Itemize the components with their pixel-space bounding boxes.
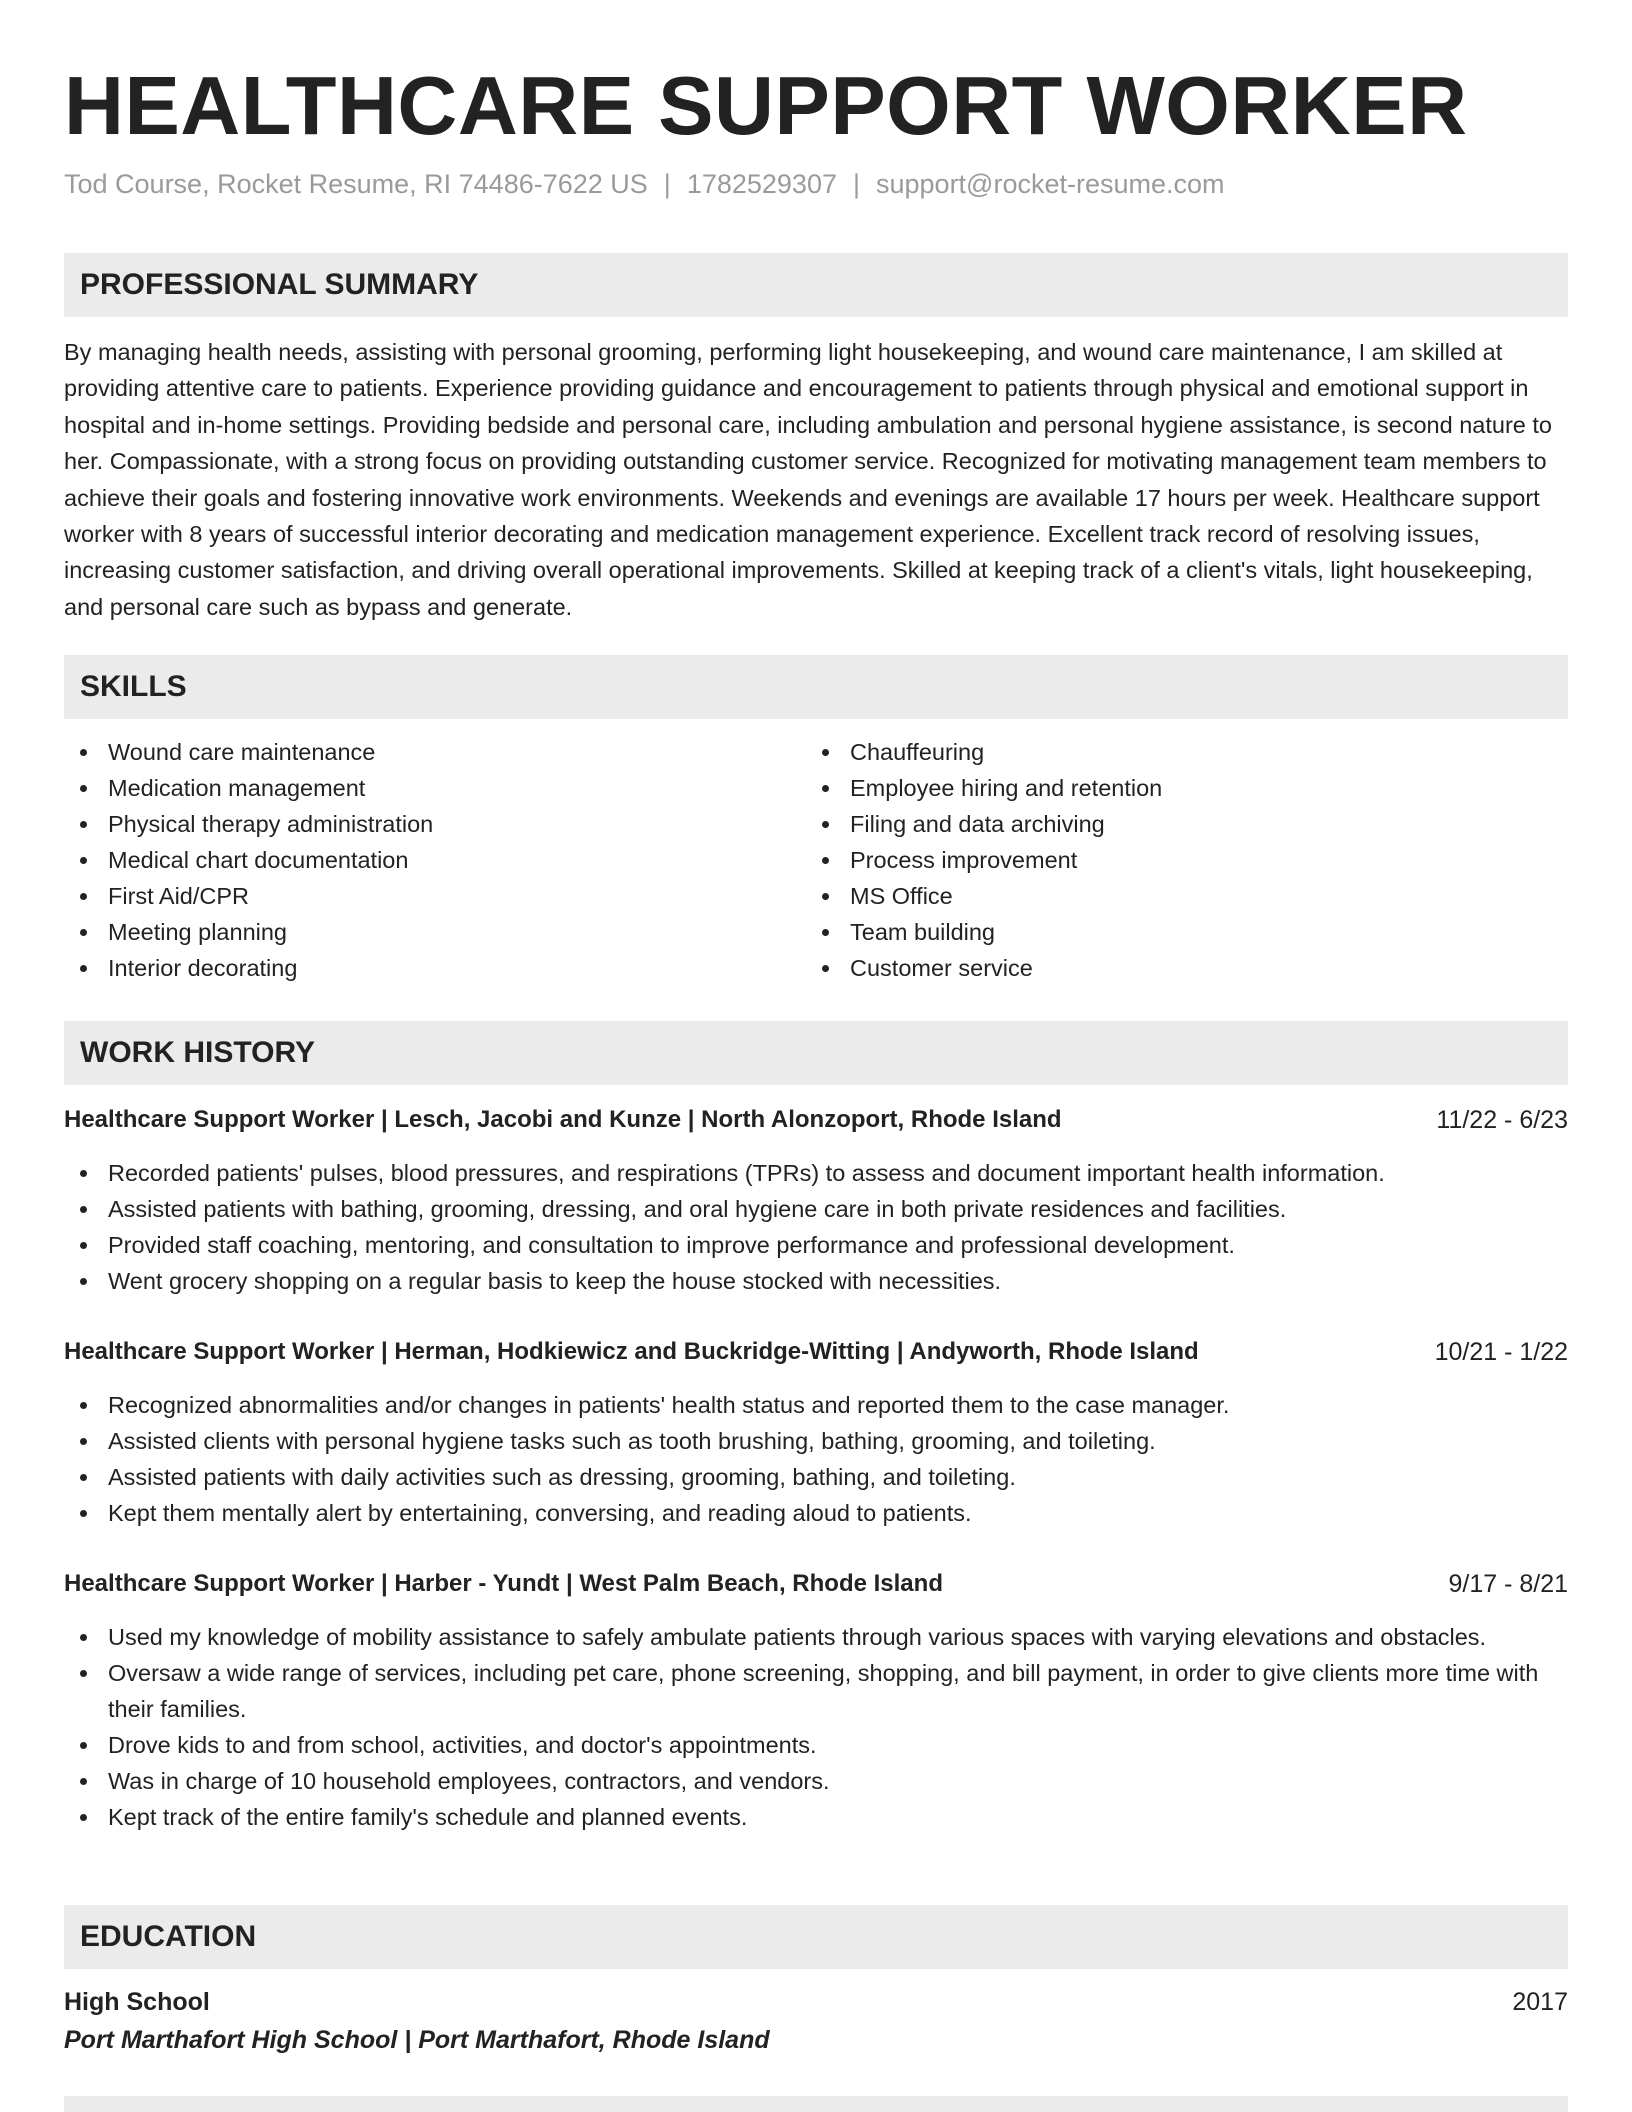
skill-item: MS Office	[806, 878, 1526, 914]
job-bullet: Oversaw a wide range of services, including pet care, phone screening, shopping, and bill payment, in order to give clients more time with their families.	[64, 1655, 1568, 1727]
job-header	[64, 1566, 1568, 1602]
skill-item: First Aid/CPR	[64, 878, 784, 914]
job-bullet: Used my knowledge of mobility assistance to safely ambulate patients through various spaces with varying elevations and obstacles.	[64, 1619, 1568, 1655]
job-header	[64, 1334, 1568, 1370]
skill-item: Wound care maintenance	[64, 734, 784, 770]
job-bullet: Recognized abnormalities and/or changes in patients' health status and reported them to the case manager.	[64, 1387, 1568, 1423]
skills-list-right	[806, 734, 1526, 986]
job-bullet: Provided staff coaching, mentoring, and consultation to improve performance and professional development.	[64, 1227, 1568, 1263]
skill-item: Filing and data archiving	[806, 806, 1526, 842]
job-bullet: Assisted patients with daily activities such as dressing, grooming, bathing, and toileting.	[64, 1459, 1568, 1495]
job-bullet: Recorded patients' pulses, blood pressures, and respirations (TPRs) to assess and document important health information.	[64, 1155, 1568, 1191]
summary-text: By managing health needs, assisting with personal grooming, performing light housekeeping, and wound care maintenance, I am skilled at providing attentive care to patients. Experience providing guidance and encouragement to patients through physical and emotional support in hospital and in-home settings. Providing bedside and personal care, including ambulation and personal hygiene assistance, is second nature to her. Compassionate, with a strong focus on providing outstanding customer service. Recognized for motivating management team members to achieve their goals and fostering innovative work environments. Weekends and evenings are available 17 hours per week. Healthcare support worker with 8 years of successful interior decorating and medication management experience. Excellent track record of resolving issues, increasing customer satisfaction, and driving overall operational improvements. Skilled at keeping track of a client's vitals, light housekeeping, and personal care such as bypass and generate.	[64, 339, 1552, 620]
job-dates: 9/17 - 8/21	[1448, 1570, 1568, 1598]
job-bullet: Assisted patients with bathing, grooming, dressing, and oral hygiene care in both private residences and facilities.	[64, 1191, 1568, 1227]
skill-item: Medication management	[64, 770, 784, 806]
job-bullet: Drove kids to and from school, activities, and doctor's appointments.	[64, 1727, 1568, 1763]
contact-separator: |	[852, 169, 860, 199]
section-heading-work-history: WORK HISTORY	[64, 1021, 1568, 1085]
skill-item: Customer service	[806, 950, 1526, 986]
contact-phone: 1782529307	[686, 169, 837, 199]
contact-line	[64, 166, 1225, 202]
education-year: 2017	[1512, 1988, 1568, 2016]
section-heading-summary: PROFESSIONAL SUMMARY	[64, 253, 1568, 317]
job-dates: 11/22 - 6/23	[1436, 1106, 1568, 1134]
job-header	[64, 1102, 1568, 1138]
education-degree: High School	[64, 1988, 210, 2016]
job-bullets	[64, 1155, 1568, 1299]
job-title: Healthcare Support Worker | Lesch, Jacobi and Kunze | North Alonzoport, Rhode Island	[64, 1106, 1062, 1133]
skill-item: Medical chart documentation	[64, 842, 784, 878]
skill-item: Process improvement	[806, 842, 1526, 878]
skill-item: Interior decorating	[64, 950, 784, 986]
job-bullet: Kept them mentally alert by entertaining, conversing, and reading aloud to patients.	[64, 1495, 1568, 1531]
job-bullet: Kept track of the entire family's schedule and planned events.	[64, 1799, 1568, 1835]
job-bullet: Assisted clients with personal hygiene tasks such as tooth brushing, bathing, grooming, and toileting.	[64, 1423, 1568, 1459]
contact-separator: |	[663, 169, 671, 199]
job-bullets	[64, 1619, 1568, 1835]
contact-email: support@rocket-resume.com	[876, 169, 1225, 199]
next-section-bar	[64, 2096, 1568, 2112]
job-bullet: Went grocery shopping on a regular basis to keep the house stocked with necessities.	[64, 1263, 1568, 1299]
skill-item: Team building	[806, 914, 1526, 950]
resume-title: HEALTHCARE SUPPORT WORKER	[64, 59, 1468, 152]
job-bullet: Was in charge of 10 household employees, contractors, and vendors.	[64, 1763, 1568, 1799]
section-heading-skills: SKILLS	[64, 655, 1568, 719]
job-bullets	[64, 1387, 1568, 1531]
skills-list-left	[64, 734, 784, 986]
skill-item: Employee hiring and retention	[806, 770, 1526, 806]
education-school: Port Marthafort High School | Port Marthafort, Rhode Island	[64, 2026, 770, 2054]
skill-item: Chauffeuring	[806, 734, 1526, 770]
contact-address: Tod Course, Rocket Resume, RI 74486-7622 US	[64, 169, 648, 199]
job-title: Healthcare Support Worker | Herman, Hodkiewicz and Buckridge-Witting | Andyworth, Rhode Island	[64, 1338, 1199, 1365]
job-title: Healthcare Support Worker | Harber - Yundt | West Palm Beach, Rhode Island	[64, 1570, 943, 1597]
skill-item: Meeting planning	[64, 914, 784, 950]
skill-item: Physical therapy administration	[64, 806, 784, 842]
section-heading-education: EDUCATION	[64, 1905, 1568, 1969]
job-dates: 10/21 - 1/22	[1434, 1338, 1568, 1366]
